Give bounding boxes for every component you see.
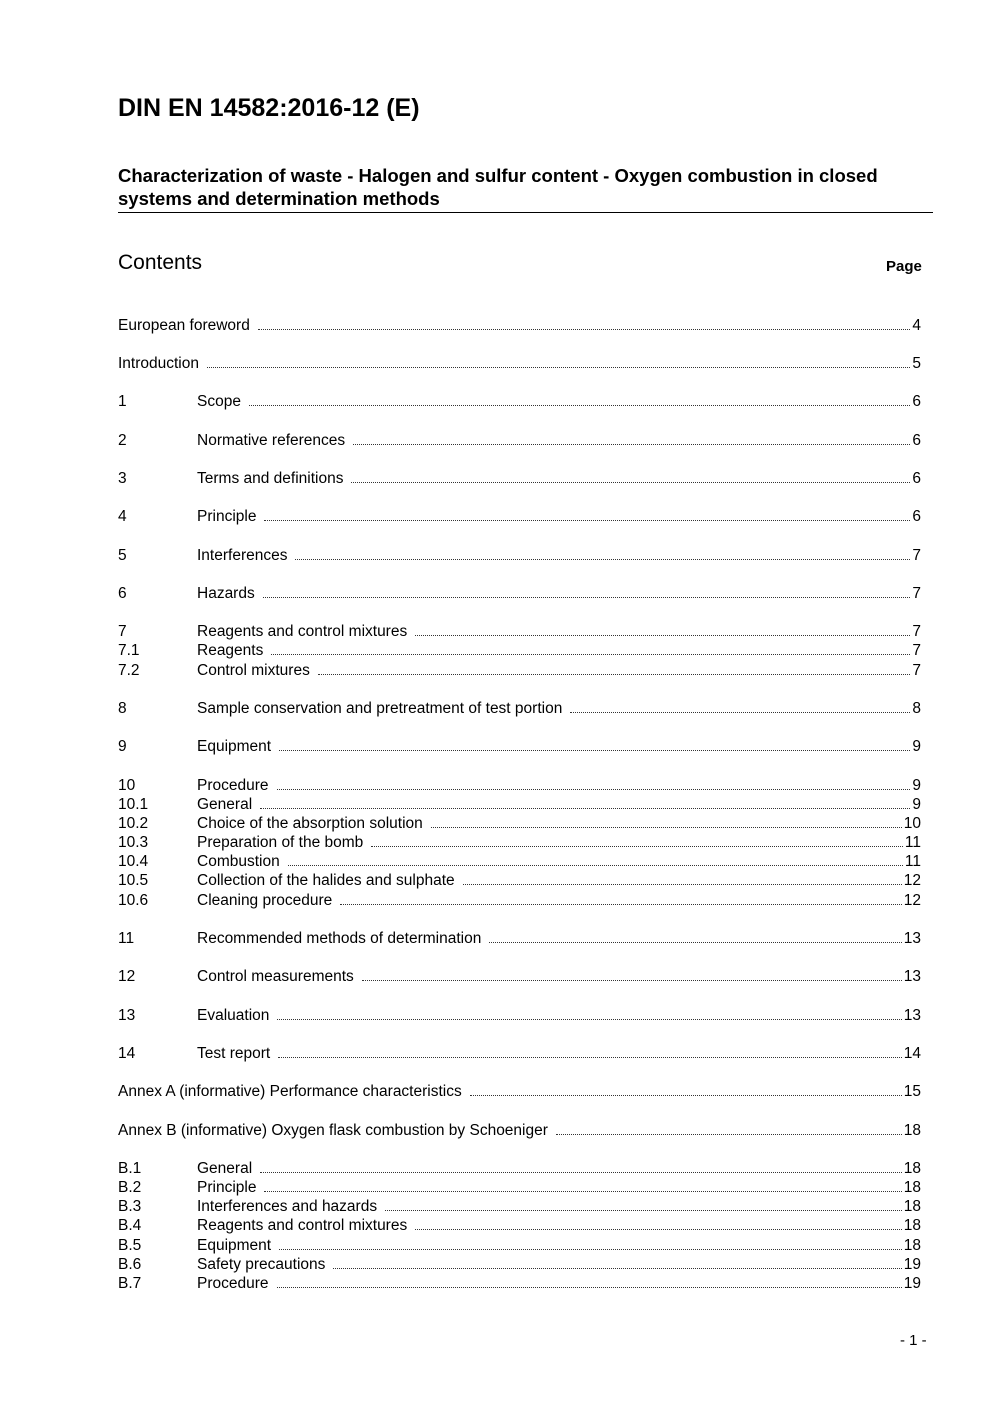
toc-entry[interactable] (118, 506, 921, 526)
toc-entry-page: 13 (903, 968, 921, 985)
toc-entry[interactable] (118, 1254, 921, 1274)
toc-entry[interactable] (118, 1081, 921, 1101)
toc-leader-dots (318, 660, 911, 675)
document-id: DIN EN 14582:2016-12 (E) (118, 94, 420, 122)
toc-entry-number: 11 (118, 930, 135, 947)
toc-entry-number: 7.2 (118, 662, 140, 679)
toc-entry[interactable] (118, 1120, 921, 1140)
toc-entry-number: 7 (118, 623, 127, 640)
toc-leader-dots (264, 1177, 901, 1192)
toc-entry-page: 18 (903, 1198, 921, 1215)
toc-entry[interactable] (118, 640, 921, 660)
toc-leader-dots (278, 1043, 902, 1058)
toc-entry-page: 9 (912, 777, 921, 794)
toc-entry-page: 6 (912, 432, 921, 449)
toc-entry-title: Procedure (197, 777, 269, 794)
toc-entry-title: Interferences and hazards (197, 1198, 378, 1215)
toc-entry-page: 14 (903, 1045, 921, 1062)
toc-entry[interactable] (118, 430, 921, 450)
toc-entry-page: 15 (903, 1083, 921, 1100)
toc-leader-dots (288, 851, 903, 866)
toc-entry-page: 12 (903, 872, 921, 889)
toc-leader-dots (353, 430, 910, 445)
toc-entry-title: Terms and definitions (197, 470, 344, 487)
toc-entry-title: Reagents (197, 642, 264, 659)
toc-entry[interactable] (118, 621, 921, 641)
toc-leader-dots (362, 966, 902, 981)
page-number: - 1 - (900, 1332, 927, 1349)
toc-entry[interactable] (118, 583, 921, 603)
toc-leader-dots (277, 1005, 901, 1020)
toc-entry-title: Sample conservation and pretreatment of test portion (197, 700, 563, 717)
toc-entry[interactable] (118, 1235, 921, 1255)
toc-entry[interactable] (118, 851, 921, 871)
toc-entry-page: 10 (903, 815, 921, 832)
toc-entry-number: 10.5 (118, 872, 149, 889)
toc-entry-page: 6 (912, 508, 921, 525)
toc-entry[interactable] (118, 813, 921, 833)
toc-entry-title: Annex B (informative) Oxygen flask combustion by Schoeniger (118, 1122, 548, 1139)
toc-entry[interactable] (118, 545, 921, 565)
toc-entry-number: 4 (118, 508, 127, 525)
toc-leader-dots (415, 1215, 902, 1230)
toc-entry[interactable] (118, 660, 921, 680)
toc-leader-dots (260, 794, 910, 809)
toc-entry[interactable] (118, 1158, 921, 1178)
toc-entry-number: 7.1 (118, 642, 140, 659)
toc-entry-page: 7 (912, 623, 921, 640)
toc-entry-page: 18 (903, 1217, 921, 1234)
toc-entry[interactable] (118, 391, 921, 411)
toc-entry-number: 5 (118, 547, 127, 564)
toc-entry-page: 13 (903, 1007, 921, 1024)
toc-leader-dots (264, 506, 910, 521)
toc-leader-dots (279, 736, 910, 751)
toc-entry-number: 2 (118, 432, 127, 449)
toc-entry-page: 5 (912, 355, 921, 372)
toc-entry-number: B.5 (118, 1237, 142, 1254)
toc-entry-title: Scope (197, 393, 241, 410)
toc-entry-page: 18 (903, 1179, 921, 1196)
toc-entry[interactable] (118, 736, 921, 756)
toc-entry[interactable] (118, 775, 921, 795)
toc-entry-title: Hazards (197, 585, 255, 602)
toc-leader-dots (470, 1081, 902, 1096)
toc-entry-page: 19 (903, 1256, 921, 1273)
toc-entry-title: Safety precautions (197, 1256, 326, 1273)
toc-entry-page: 7 (912, 662, 921, 679)
toc-entry-number: B.1 (118, 1160, 142, 1177)
toc-leader-dots (258, 315, 911, 330)
toc-entry-title: Interferences (197, 547, 288, 564)
toc-entry-page: 11 (904, 834, 921, 851)
toc-entry-title: Recommended methods of determination (197, 930, 482, 947)
toc-entry-title: Choice of the absorption solution (197, 815, 423, 832)
toc-entry-page: 12 (903, 892, 921, 909)
toc-entry-page: 18 (903, 1237, 921, 1254)
toc-entry-number: B.7 (118, 1275, 142, 1292)
contents-heading: Contents (118, 251, 203, 274)
toc-leader-dots (271, 640, 910, 655)
toc-entry-number: B.2 (118, 1179, 142, 1196)
toc-entry-title: Equipment (197, 738, 272, 755)
toc-entry[interactable] (118, 794, 921, 814)
toc-leader-dots (295, 545, 910, 560)
toc-entry-title: Control mixtures (197, 662, 310, 679)
toc-leader-dots (415, 621, 910, 636)
toc-leader-dots (260, 1158, 902, 1173)
toc-leader-dots (249, 391, 910, 406)
toc-entry[interactable] (118, 870, 921, 890)
toc-leader-dots (333, 1254, 901, 1269)
toc-entry-number: 10.6 (118, 892, 149, 909)
toc-entry[interactable] (118, 890, 921, 910)
toc-entry-page: 4 (912, 317, 921, 334)
toc-entry[interactable] (118, 315, 921, 335)
toc-entry-number: 10.4 (118, 853, 149, 870)
toc-entry-title: Introduction (118, 355, 199, 372)
toc-entry-title: General (197, 1160, 253, 1177)
toc-leader-dots (277, 775, 911, 790)
toc-leader-dots (371, 832, 903, 847)
toc-leader-dots (351, 468, 910, 483)
toc-entry-page: 18 (903, 1122, 921, 1139)
toc-entry-number: 10.2 (118, 815, 149, 832)
toc-entry-title: Reagents and control mixtures (197, 623, 408, 640)
toc-leader-dots (489, 928, 901, 943)
toc-entry-title: Procedure (197, 1275, 269, 1292)
toc-entry-page: 18 (903, 1160, 921, 1177)
toc-entry-number: 1 (118, 393, 127, 410)
toc-entry-page: 7 (912, 547, 921, 564)
toc-entry-title: Combustion (197, 853, 280, 870)
toc-entry-title: Equipment (197, 1237, 272, 1254)
toc-leader-dots (556, 1120, 902, 1135)
toc-leader-dots (463, 870, 902, 885)
toc-entry-title: General (197, 796, 253, 813)
toc-entry-page: 19 (903, 1275, 921, 1292)
toc-entry-page: 13 (903, 930, 921, 947)
toc-entry[interactable] (118, 698, 921, 718)
document-title: Characterization of waste - Halogen and sulfur content - Oxygen combustion in closed systems and determination methods (118, 164, 933, 213)
toc-entry[interactable] (118, 1177, 921, 1197)
toc-leader-dots (207, 353, 910, 368)
page-column-heading: Page (886, 258, 922, 275)
toc-entry-title: Preparation of the bomb (197, 834, 364, 851)
toc-entry-page: 9 (912, 796, 921, 813)
toc-entry-number: 9 (118, 738, 127, 755)
toc-entry[interactable] (118, 468, 921, 488)
toc-entry-title: Principle (197, 1179, 257, 1196)
toc-entry-number: 14 (118, 1045, 136, 1062)
toc-entry[interactable] (118, 1273, 921, 1293)
toc-entry-title: Evaluation (197, 1007, 270, 1024)
toc-entry-number: B.4 (118, 1217, 142, 1234)
toc-entry[interactable] (118, 832, 921, 852)
toc-entry-title: Test report (197, 1045, 271, 1062)
toc-entry-page: 8 (912, 700, 921, 717)
toc-entry-number: B.6 (118, 1256, 142, 1273)
toc-entry-number: 6 (118, 585, 127, 602)
toc-leader-dots (277, 1273, 902, 1288)
toc-entry-number: B.3 (118, 1198, 142, 1215)
toc-leader-dots (263, 583, 911, 598)
toc-entry-number: 10.1 (118, 796, 149, 813)
toc-entry-number: 3 (118, 470, 127, 487)
toc-entry-title: Annex A (informative) Performance characteristics (118, 1083, 462, 1100)
toc-leader-dots (570, 698, 910, 713)
toc-entry-number: 8 (118, 700, 127, 717)
toc-entry-number: 10 (118, 777, 136, 794)
toc-entry-page: 7 (912, 642, 921, 659)
toc-entry-title: Cleaning procedure (197, 892, 333, 909)
toc-leader-dots (279, 1235, 902, 1250)
toc-leader-dots (340, 890, 901, 905)
toc-entry-number: 12 (118, 968, 136, 985)
toc-entry-page: 11 (904, 853, 921, 870)
toc-leader-dots (431, 813, 902, 828)
toc-entry-title: Normative references (197, 432, 346, 449)
toc-entry-page: 6 (912, 393, 921, 410)
toc-entry-title: Reagents and control mixtures (197, 1217, 408, 1234)
toc-entry-page: 6 (912, 470, 921, 487)
toc-entry[interactable] (118, 1005, 921, 1025)
toc-entry-title: Control measurements (197, 968, 354, 985)
toc-entry-page: 7 (912, 585, 921, 602)
toc-entry-page: 9 (912, 738, 921, 755)
toc-entry-title: Collection of the halides and sulphate (197, 872, 455, 889)
toc-entry[interactable] (118, 353, 921, 373)
toc-leader-dots (385, 1196, 902, 1211)
toc-entry[interactable] (118, 966, 921, 986)
toc-entry-title: European foreword (118, 317, 250, 334)
toc-entry[interactable] (118, 1043, 921, 1063)
toc-entry-number: 13 (118, 1007, 136, 1024)
toc-entry[interactable] (118, 1215, 921, 1235)
toc-entry[interactable] (118, 928, 921, 948)
toc-entry[interactable] (118, 1196, 921, 1216)
toc-entry-title: Principle (197, 508, 257, 525)
toc-entry-number: 10.3 (118, 834, 149, 851)
